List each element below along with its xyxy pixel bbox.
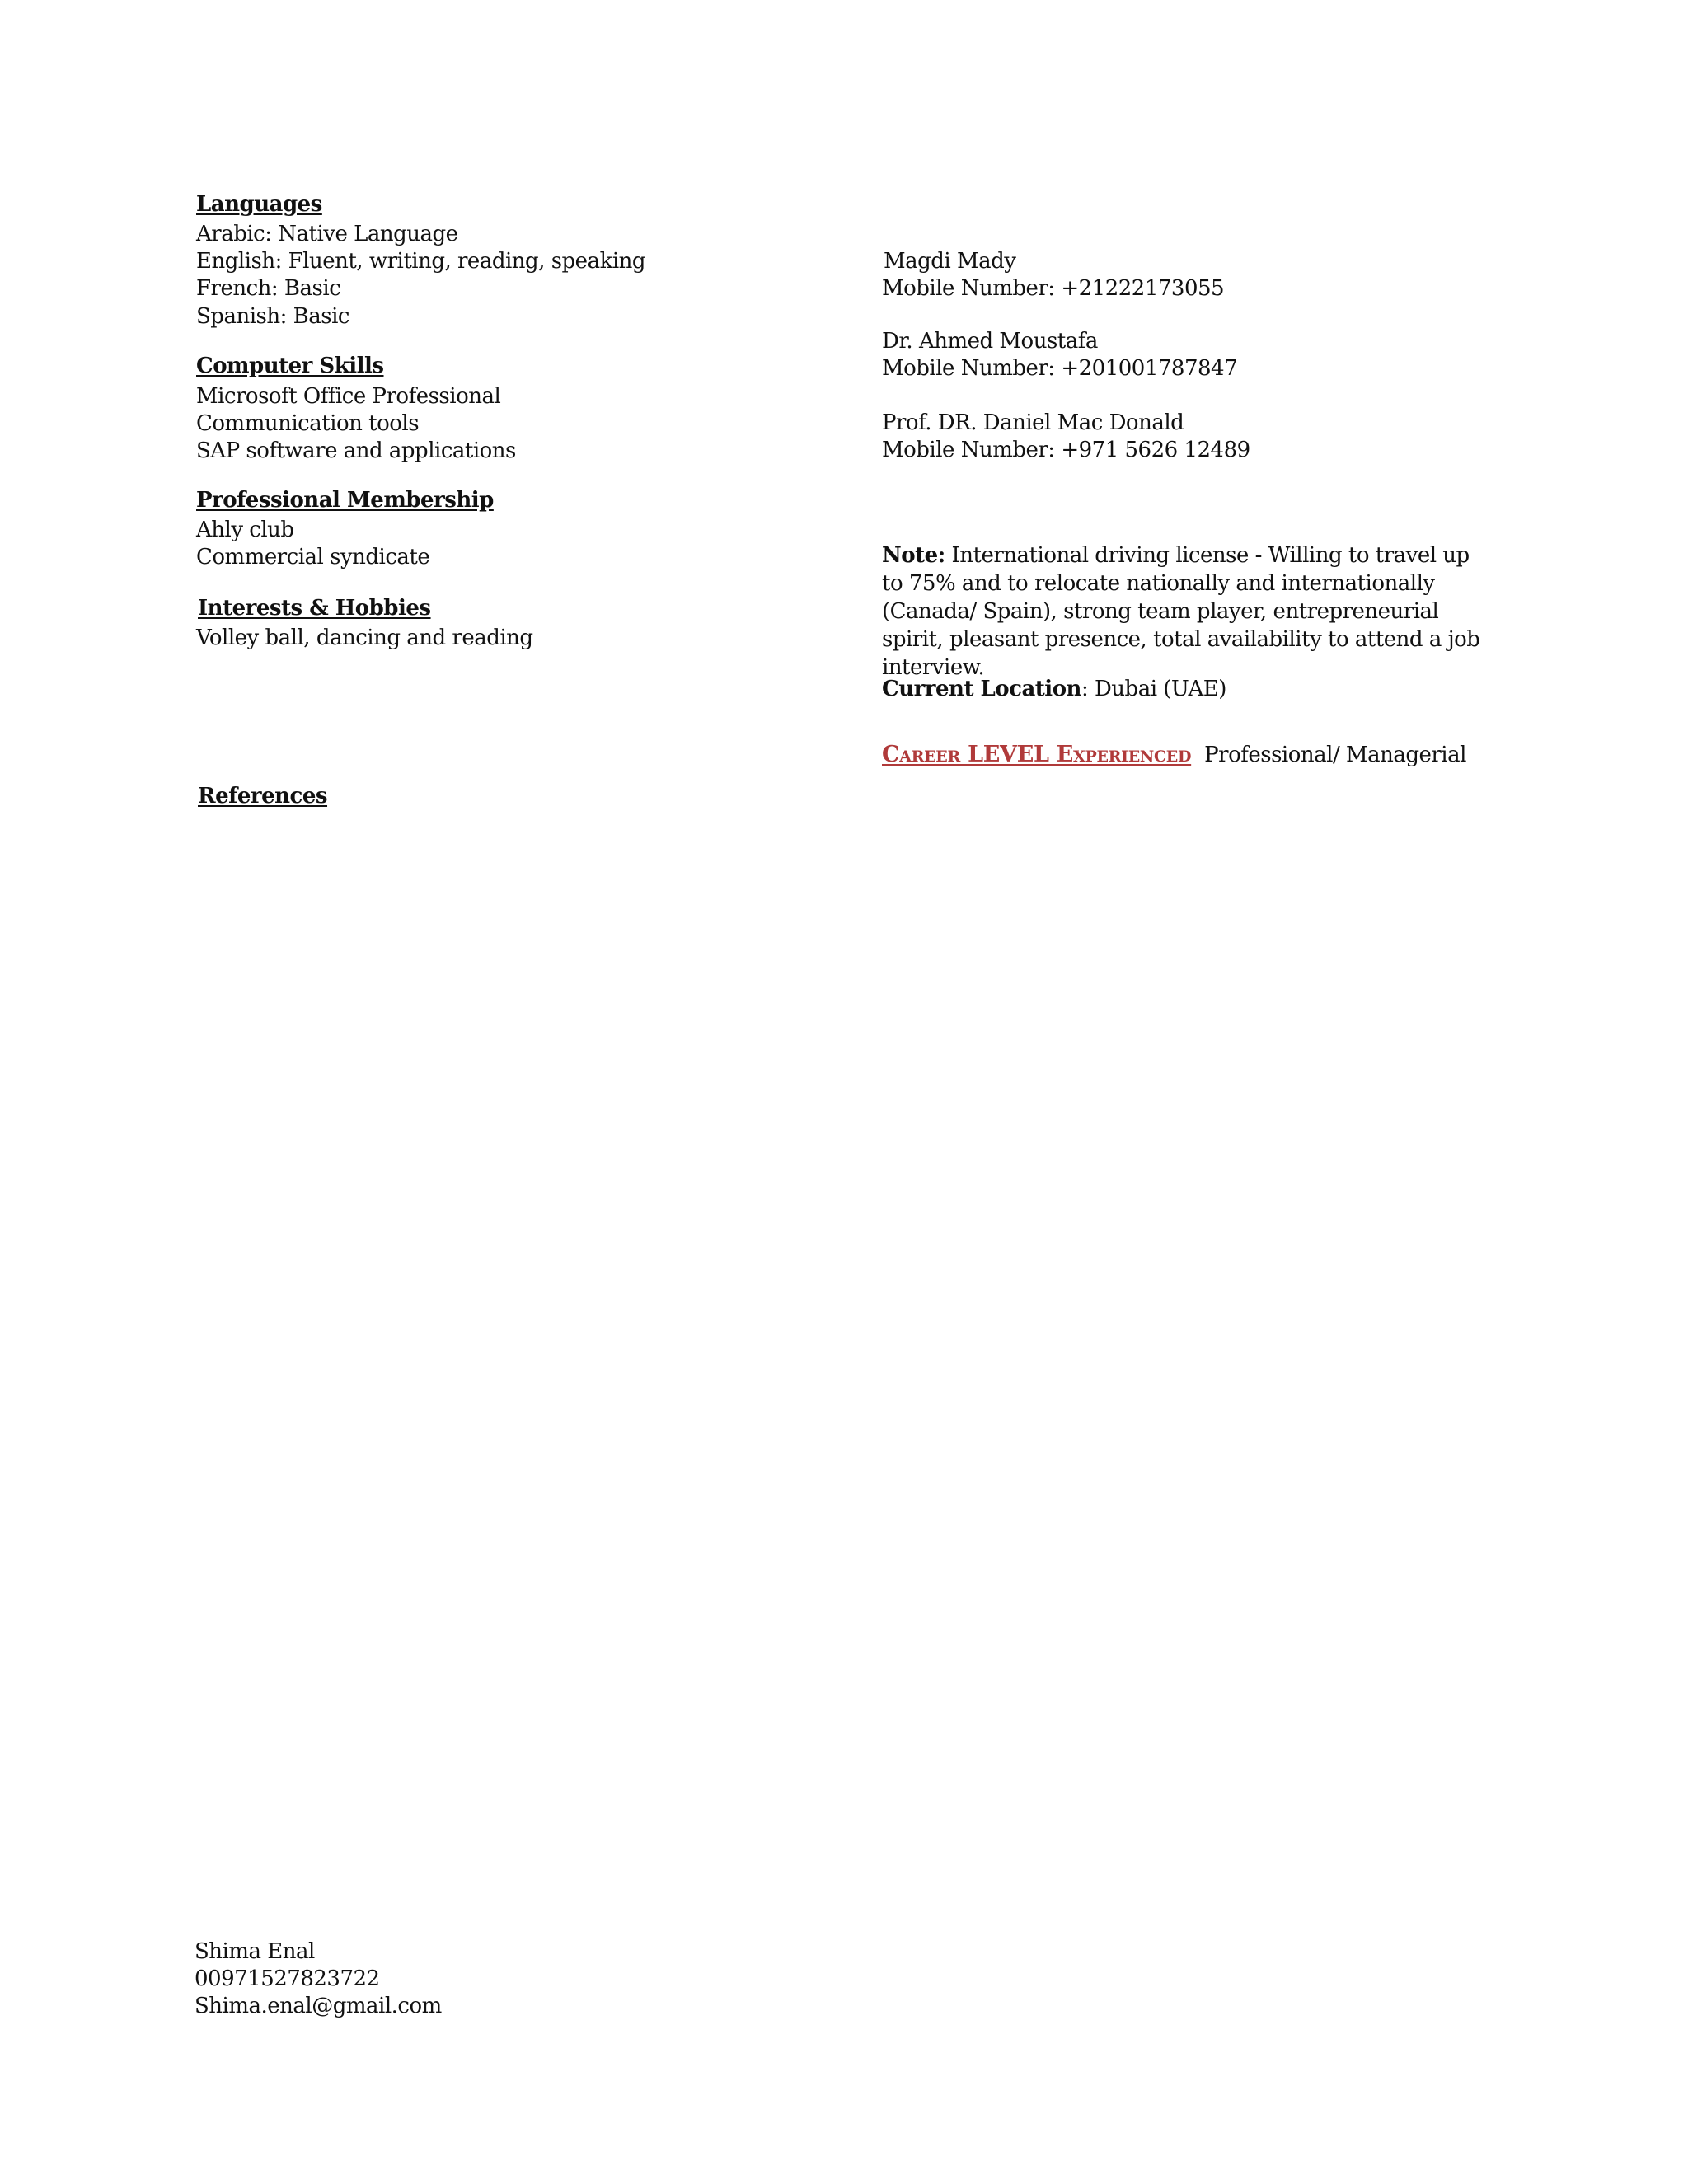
footer-name: Shima Enal [195, 1939, 315, 1964]
languages-heading: Languages [196, 192, 322, 217]
reference-name: Magdi Mady [884, 249, 1016, 274]
note-text: International driving license - Willing to travel up to 75% and to relocate nationally and internationally (Canada/ Spain), strong team player, entrepreneurial spirit, pleasant presence, total availability to attend a job interview. [882, 543, 1480, 680]
reference-mobile: Mobile Number: +21222173055 [882, 276, 1225, 301]
footer-phone: 00971527823722 [195, 1966, 380, 1991]
reference-name: Dr. Ahmed Moustafa [882, 329, 1098, 354]
location-label: Current Location [882, 677, 1081, 701]
career-level [882, 741, 1466, 769]
language-item: Arabic: Native Language [196, 222, 458, 246]
language-item: French: Basic [196, 276, 341, 301]
career-label: Career LEVEL Experienced [882, 742, 1192, 767]
membership-heading: Professional Membership [196, 488, 494, 513]
note-label: Note: [882, 543, 945, 568]
interest-item: Volley ball, dancing and reading [196, 626, 533, 650]
reference-mobile: Mobile Number: +201001787847 [882, 356, 1238, 381]
skill-item: SAP software and applications [196, 438, 516, 463]
membership-item: Ahly club [196, 518, 294, 542]
note-paragraph [882, 541, 1492, 682]
skill-item: Communication tools [196, 411, 420, 436]
language-item: English: Fluent, writing, reading, speaking [196, 249, 646, 274]
reference-mobile: Mobile Number: +971 5626 12489 [882, 438, 1250, 462]
footer-email: Shima.enal@gmail.com [195, 1994, 442, 2018]
reference-name: Prof. DR. Daniel Mac Donald [882, 410, 1184, 435]
location-value: : Dubai (UAE) [1081, 677, 1226, 701]
interests-heading: Interests & Hobbies [198, 596, 431, 621]
skill-item: Microsoft Office Professional [196, 384, 501, 409]
language-item: Spanish: Basic [196, 304, 349, 329]
references-heading: References [198, 784, 328, 808]
career-value: Professional/ Managerial [1204, 743, 1466, 767]
membership-item: Commercial syndicate [196, 545, 430, 569]
current-location [882, 676, 1226, 703]
computer-skills-heading: Computer Skills [196, 354, 384, 378]
